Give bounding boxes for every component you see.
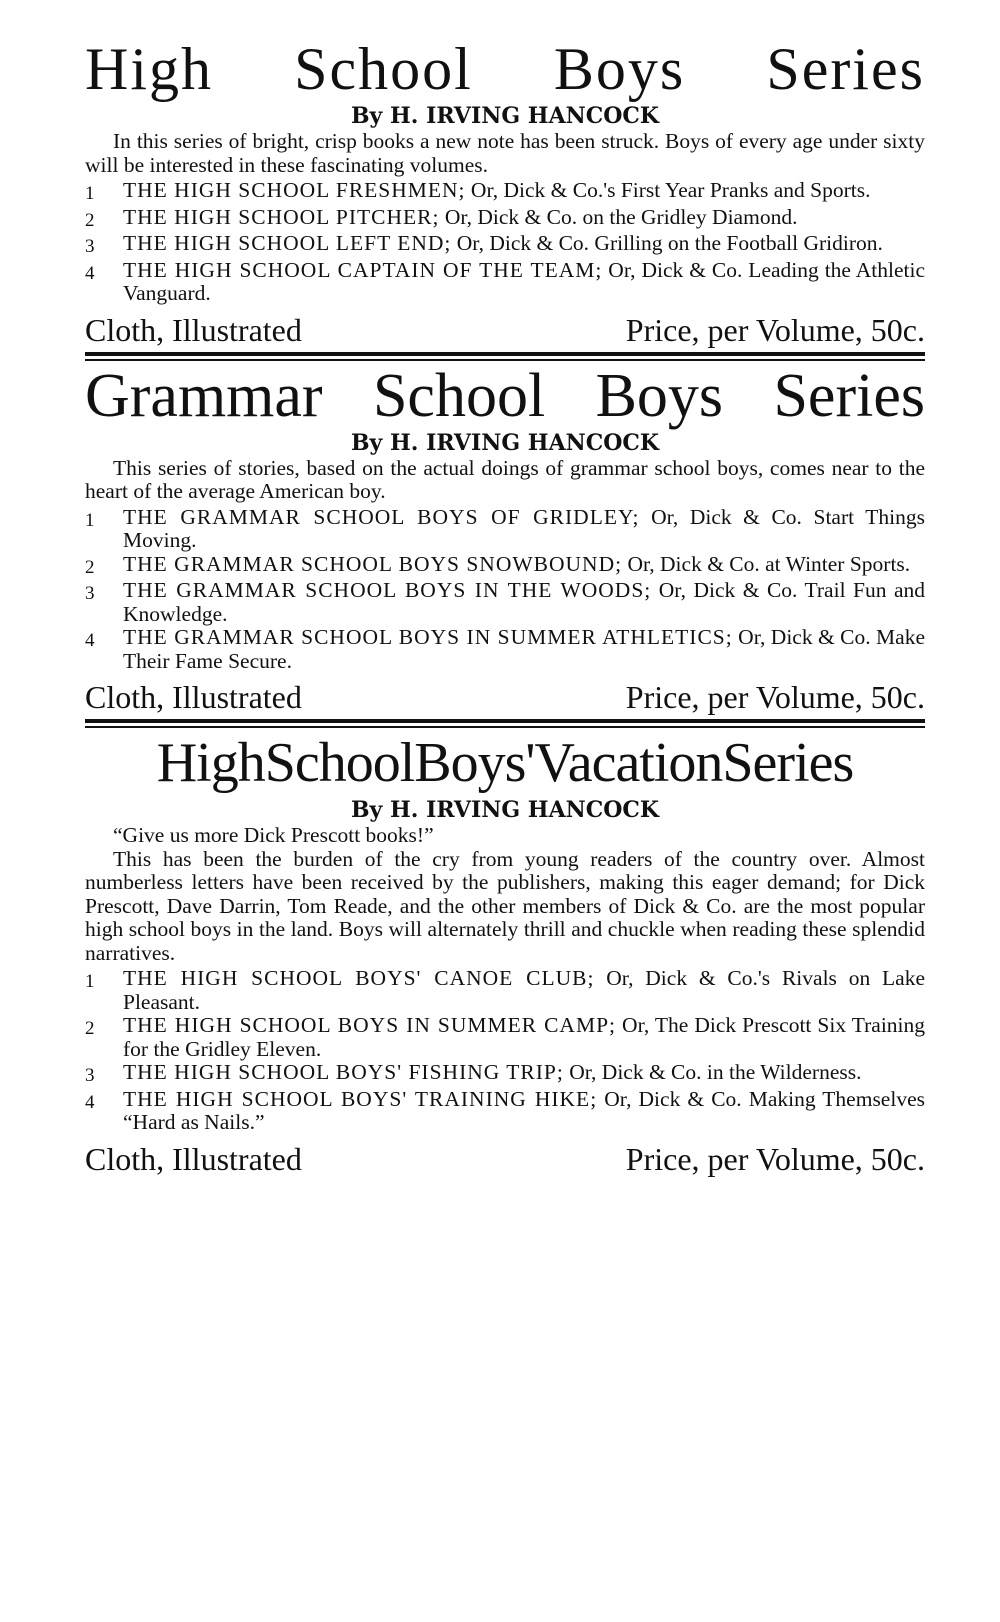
book-number: 1	[85, 971, 95, 992]
book-title: THE GRAMMAR SCHOOL BOYS SNOWBOUND;	[123, 551, 623, 576]
book-title: THE GRAMMAR SCHOOL BOYS IN SUMMER ATHLETICS;	[123, 625, 733, 649]
book-subtitle: Or, Dick & Co. at Winter Sports.	[627, 551, 911, 576]
book-number: 4	[85, 1091, 95, 1113]
book-title: THE GRAMMAR SCHOOL BOYS IN THE WOODS;	[123, 578, 652, 602]
book-subtitle: Or, Dick & Co. Make Their Fame Secure.	[123, 625, 926, 673]
book-item	[85, 179, 925, 206]
series-description	[85, 130, 925, 177]
book-list	[85, 506, 925, 674]
title-word: Series	[773, 361, 925, 430]
book-item	[85, 967, 925, 1014]
price-label: Price, per Volume, 50c.	[625, 679, 925, 715]
title-word: Series	[766, 36, 925, 102]
byline: By H. IRVING HANCOCK	[350, 797, 660, 823]
book-number: 3	[85, 1065, 95, 1086]
title-word: School	[372, 361, 546, 430]
double-rule-divider	[85, 719, 925, 728]
title-word: Boys	[595, 361, 724, 430]
book-subtitle: Or, Dick & Co. Grilling on the Football Gridiron.	[456, 231, 883, 255]
price-label: Price, per Volume, 50c.	[625, 1140, 925, 1177]
book-item	[85, 626, 925, 673]
book-title: THE HIGH SCHOOL LEFT END;	[123, 231, 452, 255]
book-title: THE HIGH SCHOOL BOYS' CANOE CLUB;	[123, 966, 595, 990]
book-number: 1	[85, 183, 95, 204]
book-item	[85, 1014, 925, 1061]
series-title	[85, 38, 925, 100]
description-quote: “Give us more Dick Prescott books!”	[113, 823, 434, 847]
byline: By H. IRVING HANCOCK	[350, 429, 660, 456]
byline: By H. IRVING HANCOCK	[350, 103, 660, 129]
advertisement-page	[85, 38, 925, 1179]
title-word: Boys	[553, 36, 686, 102]
book-subtitle: Or, Dick & Co. Leading the Athletic Vanguard.	[123, 257, 926, 305]
book-number: 2	[85, 209, 95, 231]
book-number: 3	[85, 583, 95, 604]
series-title	[85, 361, 925, 430]
book-number: 2	[85, 1018, 95, 1039]
series-high-school-boys	[85, 38, 925, 350]
book-title: THE GRAMMAR SCHOOL BOYS OF GRIDLEY;	[123, 504, 640, 529]
description-paragraph: This series of stories, based on the actual doings of grammar school boys, comes near to the heart of the average American boy.	[85, 455, 925, 503]
book-title: THE HIGH SCHOOL FRESHMEN;	[123, 178, 466, 202]
book-number: 1	[85, 509, 95, 531]
book-item	[85, 206, 925, 233]
book-subtitle: Or, Dick & Co. on the Gridley Diamond.	[444, 204, 798, 229]
description-paragraph: This has been the burden of the cry from young readers of the country over. Almost numberless letters have been received by the publishers, making this eager demand; for Dick Prescott, Dave Darrin, Tom Reade, and the other members of Dick & Co. are the most popular high school boys in the land. Boys will alternately thrill and chuckle when reading these splendid narratives.	[85, 846, 925, 965]
binding-label: Cloth, Illustrated	[85, 1140, 302, 1177]
binding-label: Cloth, Illustrated	[85, 679, 302, 715]
book-number: 4	[85, 262, 95, 284]
series-high-school-boys-vacation	[85, 732, 925, 1179]
book-number: 4	[85, 630, 95, 651]
price-row	[85, 677, 925, 717]
book-subtitle: Or, Dick & Co. Trail Fun and Knowledge.	[123, 578, 926, 626]
book-item	[85, 1088, 925, 1135]
price-label: Price, per Volume, 50c.	[625, 311, 925, 348]
book-subtitle: Or, Dick & Co.'s Rivals on Lake Pleasant.	[123, 966, 926, 1014]
series-description	[85, 457, 925, 504]
title-word: School	[294, 36, 473, 102]
book-item	[85, 232, 925, 259]
book-subtitle: Or, The Dick Prescott Six Training for the Gridley Eleven.	[123, 1013, 926, 1061]
book-item	[85, 553, 925, 580]
book-item	[85, 506, 925, 553]
series-title	[85, 732, 925, 794]
book-list	[85, 967, 925, 1135]
title-word: HighSchoolBoys'VacationSeries	[156, 732, 854, 794]
series-description	[85, 824, 925, 965]
book-list	[85, 179, 925, 306]
series-grammar-school-boys	[85, 361, 926, 718]
binding-label: Cloth, Illustrated	[85, 311, 302, 348]
book-item	[85, 1061, 925, 1088]
title-word: High	[85, 36, 213, 102]
title-word: Grammar	[85, 361, 323, 430]
book-number: 2	[85, 556, 95, 578]
book-item	[85, 259, 925, 306]
price-row	[85, 310, 925, 350]
book-title: THE HIGH SCHOOL BOYS' FISHING TRIP;	[123, 1060, 564, 1084]
book-title: THE HIGH SCHOOL PITCHER;	[123, 204, 440, 229]
price-row	[85, 1139, 925, 1179]
description-paragraph: In this series of bright, crisp books a new note has been struck. Boys of every age under sixty will be interested in these fascinating volumes.	[85, 129, 925, 177]
book-subtitle: Or, Dick & Co. Making Themselves “Hard as Nails.”	[123, 1086, 925, 1134]
book-subtitle: Or, Dick & Co.'s First Year Pranks and Sports.	[470, 178, 871, 202]
book-number: 3	[85, 236, 95, 257]
book-title: THE HIGH SCHOOL BOYS' TRAINING HIKE;	[123, 1086, 598, 1111]
book-item	[85, 579, 925, 626]
double-rule-divider	[85, 352, 925, 361]
book-title: THE HIGH SCHOOL BOYS IN SUMMER CAMP;	[123, 1013, 617, 1037]
book-title: THE HIGH SCHOOL CAPTAIN OF THE TEAM;	[123, 257, 603, 282]
book-subtitle: Or, Dick & Co. Start Things Moving.	[123, 504, 925, 552]
book-subtitle: Or, Dick & Co. in the Wilderness.	[569, 1060, 862, 1084]
